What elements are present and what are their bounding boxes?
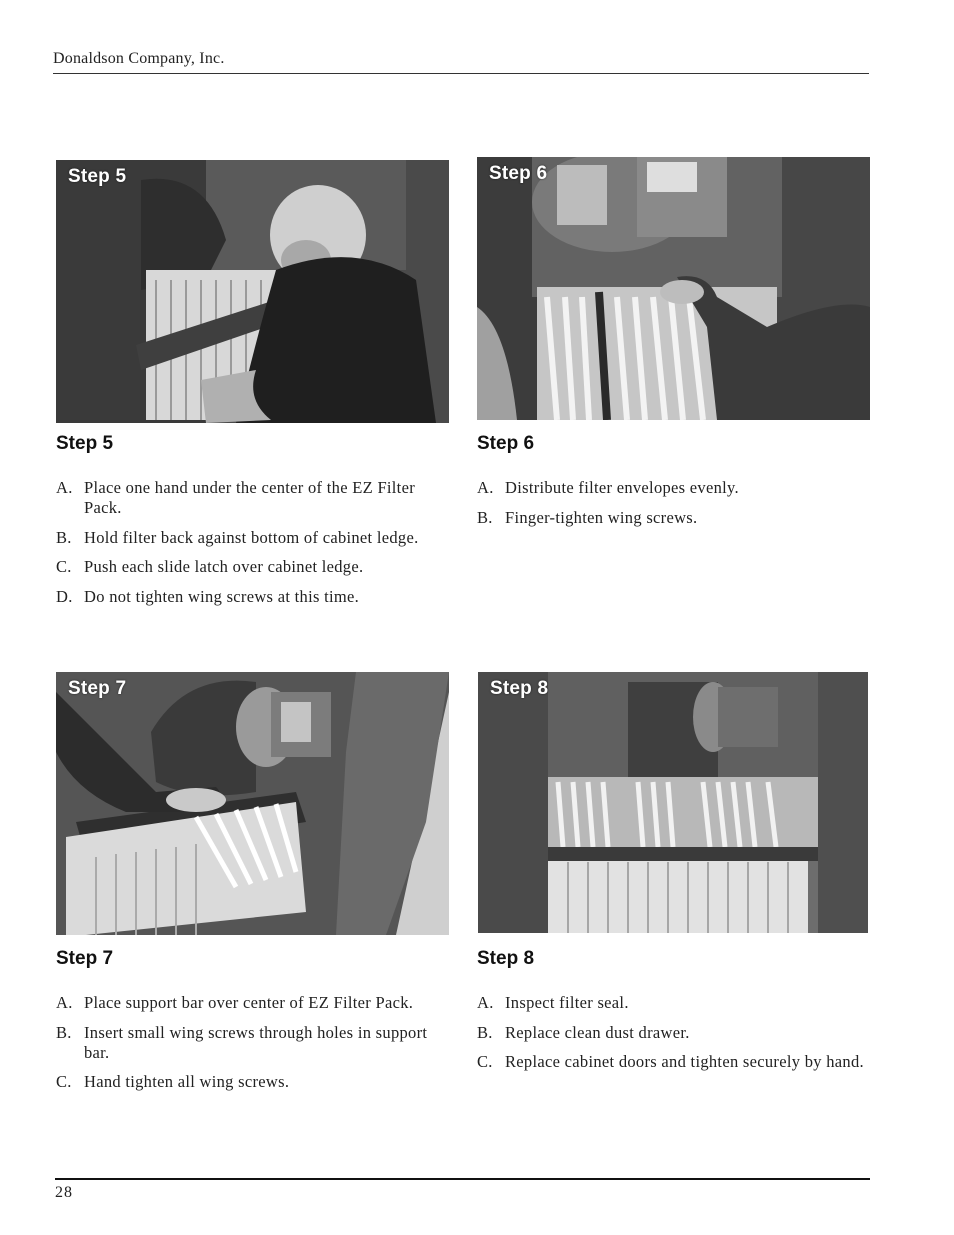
item-letter: C. [477, 1052, 493, 1071]
list-item [477, 1023, 869, 1043]
step-6-photo [477, 157, 870, 420]
item-letter: C. [56, 1072, 72, 1091]
step-8-instructions [477, 993, 869, 1082]
item-letter: A. [56, 478, 73, 497]
list-item [56, 993, 454, 1013]
list-item [56, 1023, 454, 1063]
step-7-photo-label: Step 7 [68, 678, 127, 699]
page-number: 28 [55, 1184, 73, 1201]
list-item [477, 1052, 869, 1072]
company-header: Donaldson Company, Inc. [53, 50, 225, 67]
item-text: Place support bar over center of EZ Filter Pack. [84, 993, 414, 1012]
item-text: Replace clean dust drawer. [505, 1022, 690, 1042]
step-5-photo-label: Step 5 [68, 166, 127, 187]
item-letter: B. [477, 507, 493, 527]
item-letter: B. [477, 1022, 493, 1042]
footer-divider [55, 1178, 870, 1180]
list-item [56, 1072, 454, 1092]
step-6-heading: Step 6 [477, 433, 535, 454]
step-6-instructions [477, 478, 869, 537]
step-5-instructions [56, 478, 451, 616]
step-7-photo [56, 672, 449, 935]
list-item [56, 528, 451, 548]
item-letter: A. [477, 993, 494, 1012]
item-letter: B. [56, 1022, 72, 1042]
list-item [56, 478, 451, 518]
step-8-photo [478, 672, 868, 933]
item-text: Hand tighten all wing screws. [84, 1072, 290, 1091]
item-text: Inspect filter seal. [505, 993, 629, 1012]
item-text: Replace cabinet doors and tighten securely by hand. [505, 1052, 864, 1071]
header-divider [53, 73, 869, 74]
step-6-photo-label: Step 6 [489, 163, 548, 184]
item-letter: A. [56, 993, 73, 1012]
item-text: Push each slide latch over cabinet ledge. [84, 557, 364, 576]
step-5-photo [56, 160, 449, 423]
item-letter: D. [56, 586, 73, 606]
list-item [477, 508, 869, 528]
step-8-photo-label: Step 8 [490, 678, 549, 699]
item-text: Distribute filter envelopes evenly. [505, 478, 739, 497]
list-item [477, 993, 869, 1013]
step-7-instructions [56, 993, 454, 1102]
item-text: Place one hand under the center of the EZ Filter Pack. [84, 478, 415, 517]
item-text: Finger-tighten wing screws. [505, 507, 698, 527]
list-item [56, 587, 451, 607]
item-letter: B. [56, 527, 72, 547]
list-item [477, 478, 869, 498]
item-text: Hold filter back against bottom of cabinet ledge. [84, 527, 419, 547]
step-7-heading: Step 7 [56, 948, 114, 969]
list-item [56, 557, 451, 577]
item-letter: C. [56, 557, 72, 576]
item-text: Do not tighten wing screws at this time. [84, 586, 360, 606]
step-5-heading: Step 5 [56, 433, 114, 454]
step-8-heading: Step 8 [477, 948, 535, 969]
item-letter: A. [477, 478, 494, 497]
item-text: Insert small wing screws through holes in support bar. [84, 1022, 428, 1062]
